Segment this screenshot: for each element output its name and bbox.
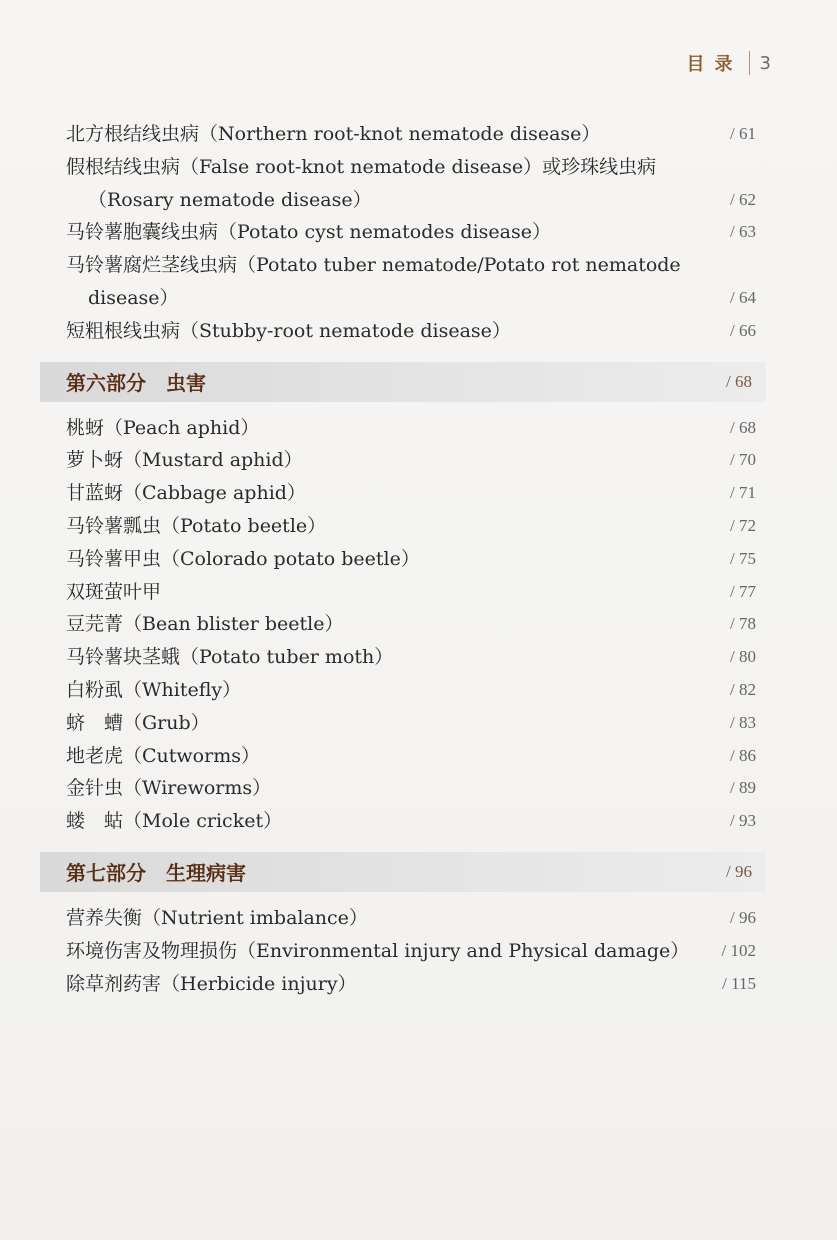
running-header-title: 目录: [686, 54, 743, 75]
toc-entry-title: 蛴 螬（Grub）: [66, 711, 210, 734]
toc-entry-page: / 115: [722, 973, 756, 993]
toc-entry[interactable]: [66, 315, 756, 348]
section-title: 第七部分 生理病害: [66, 861, 246, 886]
toc-entry-page: / 82: [730, 679, 756, 699]
toc-entry-page: / 62: [730, 189, 756, 209]
table-of-contents: [66, 118, 756, 1000]
toc-entry-page: / 70: [730, 450, 756, 470]
toc-entry-page: / 68: [730, 417, 756, 437]
toc-entry[interactable]: [66, 902, 756, 935]
toc-entry[interactable]: [66, 707, 756, 740]
toc-entry-page: / 64: [730, 287, 756, 307]
toc-entry-page: / 80: [730, 647, 756, 667]
toc-entry[interactable]: [66, 118, 756, 151]
toc-entry-page: / 72: [730, 515, 756, 535]
toc-entry[interactable]: [66, 576, 756, 609]
toc-entry-page: / 89: [730, 778, 756, 798]
toc-entry[interactable]: [66, 412, 756, 445]
toc-entry-title: 除草剂药害（Herbicide injury）: [66, 972, 357, 995]
toc-entry[interactable]: [66, 968, 756, 1001]
toc-entry[interactable]: [66, 543, 756, 576]
toc-entry[interactable]: [66, 216, 756, 249]
toc-entry-title: 假根结线虫病（False root-knot nematode disease）或珍珠线虫病: [66, 155, 657, 178]
toc-entry-page: / 93: [730, 811, 756, 831]
header-divider: [749, 51, 750, 75]
toc-entry[interactable]: [66, 608, 756, 641]
toc-entry-title: 桃蚜（Peach aphid）: [66, 416, 260, 439]
toc-entry-page: / 75: [730, 548, 756, 568]
toc-entry-title: 马铃薯胞囊线虫病（Potato cyst nematodes disease）: [66, 221, 551, 244]
toc-entry-page: / 66: [730, 320, 756, 340]
toc-entry-page: / 78: [730, 614, 756, 634]
toc-entry-title: 金针虫（Wireworms）: [66, 777, 272, 800]
toc-entry-title: 环境伤害及物理损伤（Environmental injury and Physical damage）: [66, 939, 690, 962]
toc-entry-title-continued: disease）: [88, 286, 179, 309]
page-number: 3: [759, 52, 771, 74]
toc-entry-title: 白粉虱（Whitefly）: [66, 678, 242, 701]
toc-entry-title: 地老虎（Cutworms）: [66, 744, 260, 767]
toc-entry-title: 豆芫菁（Bean blister beetle）: [66, 613, 344, 636]
toc-entry-page: / 102: [721, 940, 756, 960]
toc-entry[interactable]: [66, 249, 756, 315]
running-header: [687, 50, 771, 76]
toc-entry[interactable]: [66, 641, 756, 674]
toc-entry-title: 马铃薯腐烂茎线虫病（Potato tuber nematode/Potato rot nematode: [66, 254, 681, 277]
toc-entry-page: / 63: [730, 222, 756, 242]
toc-entry-page: / 83: [730, 712, 756, 732]
toc-entry[interactable]: [66, 805, 756, 838]
toc-entry-page: / 71: [730, 483, 756, 503]
toc-entry[interactable]: [66, 935, 756, 968]
toc-entry-page: / 96: [730, 907, 756, 927]
toc-entry-title: 马铃薯块茎蛾（Potato tuber moth）: [66, 646, 394, 669]
toc-entry[interactable]: [66, 772, 756, 805]
toc-entry-title: 马铃薯甲虫（Colorado potato beetle）: [66, 547, 420, 570]
toc-entry-title: 短粗根线虫病（Stubby-root nematode disease）: [66, 319, 511, 342]
section-page: / 68: [726, 371, 752, 391]
section-heading[interactable]: [40, 852, 766, 892]
toc-entry-title: 甘蓝蚜（Cabbage aphid）: [66, 482, 306, 505]
toc-entry-title: 营养失衡（Nutrient imbalance）: [66, 906, 368, 929]
toc-entry-page: / 86: [730, 745, 756, 765]
toc-entry[interactable]: [66, 740, 756, 773]
section-title: 第六部分 虫害: [66, 371, 206, 396]
toc-entry[interactable]: [66, 674, 756, 707]
toc-entry-title: 萝卜蚜（Mustard aphid）: [66, 449, 303, 472]
toc-entry-page: / 77: [730, 581, 756, 601]
toc-entry-title: 双斑萤叶甲: [66, 580, 162, 603]
toc-entry-page: / 61: [730, 124, 756, 143]
section-page: / 96: [726, 861, 752, 881]
section-heading[interactable]: [40, 362, 766, 402]
toc-entry[interactable]: [66, 151, 756, 217]
toc-entry-title: 马铃薯瓢虫（Potato beetle）: [66, 514, 327, 537]
toc-entry[interactable]: [66, 477, 756, 510]
toc-entry-title-continued: （Rosary nematode disease）: [88, 188, 372, 211]
toc-entry[interactable]: [66, 510, 756, 543]
toc-entry-title: 北方根结线虫病（Northern root-knot nematode disease）: [66, 123, 601, 145]
toc-entry[interactable]: [66, 444, 756, 477]
toc-entry-title: 蝼 蛄（Mole cricket）: [66, 810, 283, 833]
